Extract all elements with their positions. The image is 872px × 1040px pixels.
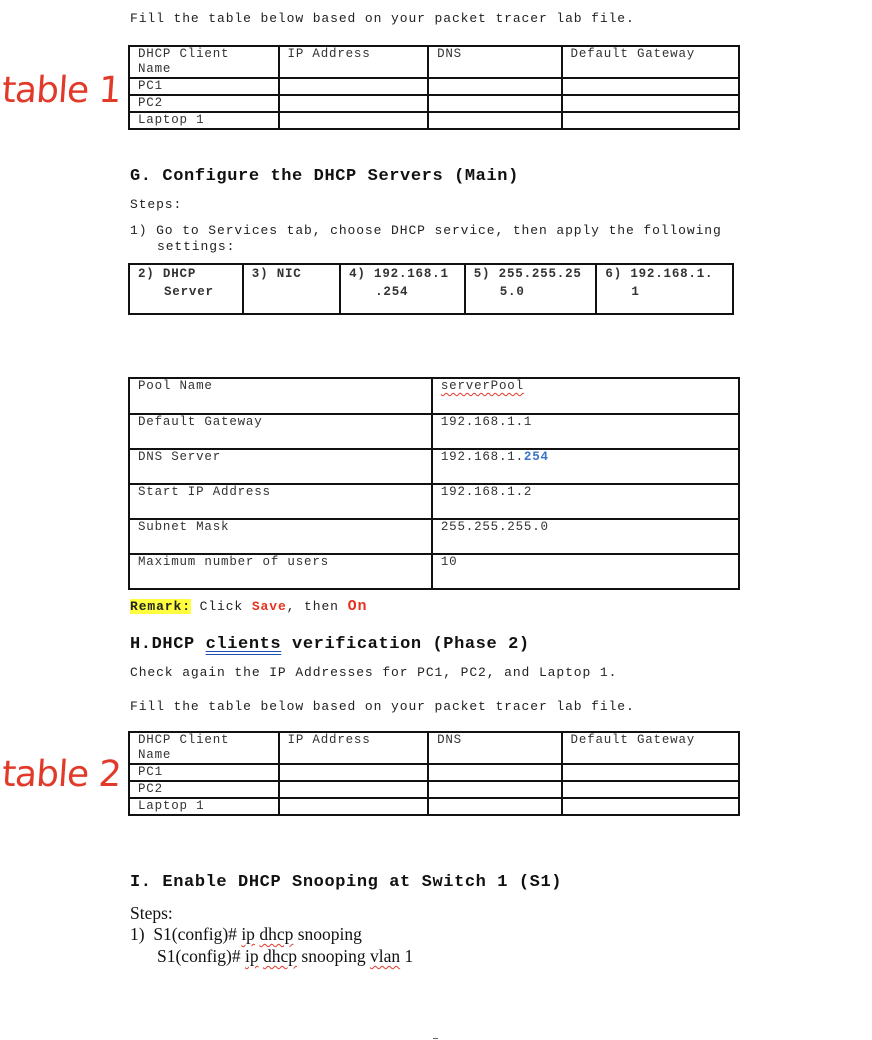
- dns-cell[interactable]: [428, 781, 561, 798]
- remark: [130, 598, 367, 615]
- dns-cell[interactable]: [428, 112, 561, 129]
- section-g-heading: [130, 167, 519, 186]
- setting-value-cont: Server: [164, 285, 214, 299]
- ip-cell[interactable]: [279, 764, 429, 781]
- pool-value: 255.255.255.0: [432, 519, 739, 554]
- setting-cell: [129, 264, 243, 314]
- pool-value: 10: [432, 554, 739, 589]
- ip-cell[interactable]: [279, 781, 429, 798]
- setting-value-cont: 5.0: [499, 285, 525, 299]
- pool-label: Start IP Address: [129, 484, 432, 519]
- gateway-cell[interactable]: [562, 112, 739, 129]
- ip-cell[interactable]: [279, 112, 429, 129]
- dns-value-prefix: 192.168.1.: [440, 450, 524, 464]
- section-h-heading: [130, 635, 530, 654]
- cmd-word: dhcp: [259, 924, 294, 944]
- setting-value: NIC: [276, 267, 302, 281]
- steps-label-i: Steps:: [130, 903, 173, 923]
- setting-number: 5): [473, 267, 491, 281]
- gateway-cell[interactable]: [562, 764, 739, 781]
- setting-number: 4): [349, 267, 366, 281]
- client-name-cell: PC2: [129, 95, 279, 112]
- table-row: [129, 798, 739, 815]
- annotation-table-2: table 2: [0, 754, 122, 795]
- header-ip-address: IP Address: [279, 732, 429, 764]
- client-name-cell: PC1: [129, 764, 279, 781]
- header-dns: DNS: [428, 46, 561, 78]
- pool-label: Pool Name: [129, 378, 432, 414]
- pool-label: Subnet Mask: [129, 519, 432, 554]
- table-row: [129, 764, 739, 781]
- section-i-letter: I.: [130, 873, 152, 892]
- save-word: Save: [251, 599, 287, 614]
- cmd-word: ip: [244, 946, 259, 966]
- remark-text: Click: [190, 599, 252, 614]
- header-client-name: DHCP Client Name: [129, 46, 279, 78]
- section-h-title-pre: DHCP: [151, 635, 206, 654]
- client-name-cell: Laptop 1: [129, 798, 279, 815]
- remark-text: , then: [286, 599, 348, 614]
- client-name-cell: PC1: [129, 78, 279, 95]
- setting-number: 2): [138, 267, 155, 281]
- section-g-title: Configure the DHCP Servers (Main): [162, 167, 519, 186]
- setting-value: 255.255.25: [498, 267, 582, 281]
- section-h-title-underlined: clients: [205, 635, 282, 654]
- section-i-heading: [130, 873, 562, 892]
- steps-label: Steps:: [130, 197, 183, 212]
- client-table-1: [128, 45, 740, 130]
- gateway-cell[interactable]: [562, 95, 739, 112]
- cmd-text: snooping: [297, 946, 370, 966]
- cmd-text: 1: [400, 946, 414, 966]
- dns-value-bold: 254: [523, 450, 549, 464]
- check-text: Check again the IP Addresses for PC1, PC2, and Laptop 1.: [130, 665, 618, 680]
- annotation-table-1: table 1: [0, 70, 122, 111]
- cmd-text: S1(config)#: [157, 946, 245, 966]
- dns-cell[interactable]: [428, 78, 561, 95]
- table-row: [129, 554, 739, 589]
- gateway-cell[interactable]: [562, 781, 739, 798]
- setting-cell: [465, 264, 597, 314]
- pool-name-value: serverPool: [440, 379, 524, 393]
- header-client-name: DHCP Client Name: [129, 732, 279, 764]
- page-mark: [433, 1038, 438, 1039]
- setting-value-cont: 1: [631, 285, 640, 299]
- section-g-letter: G.: [130, 167, 152, 186]
- header-default-gateway: Default Gateway: [562, 732, 739, 764]
- dns-cell[interactable]: [428, 798, 561, 815]
- pool-label: Maximum number of users: [129, 554, 432, 589]
- cmd-word: vlan: [369, 946, 401, 966]
- cmd-word: ip: [241, 924, 255, 944]
- header-default-gateway: Default Gateway: [562, 46, 739, 78]
- header-ip-address: IP Address: [279, 46, 429, 78]
- setting-cell: [340, 264, 465, 314]
- step-1-line-1: 1) Go to Services tab, choose DHCP service, then apply the following: [130, 223, 722, 238]
- ip-cell[interactable]: [279, 798, 429, 815]
- pool-value: [432, 378, 739, 414]
- client-name-cell: PC2: [129, 781, 279, 798]
- fill-text: Fill the table below based on your packet tracer lab file.: [130, 699, 635, 714]
- pool-label: Default Gateway: [129, 414, 432, 449]
- dns-cell[interactable]: [428, 764, 561, 781]
- table-row: [129, 414, 739, 449]
- setting-cell: [243, 264, 340, 314]
- settings-table: [128, 263, 734, 315]
- setting-value-cont: .254: [375, 285, 409, 299]
- cmd-text: snooping: [293, 924, 362, 944]
- header-dns: DNS: [428, 732, 561, 764]
- table-row: [129, 484, 739, 519]
- setting-number: 3): [251, 267, 269, 281]
- ip-cell[interactable]: [279, 78, 429, 95]
- table-row: [129, 449, 739, 484]
- cmd-text: 1) S1(config)#: [130, 924, 242, 944]
- pool-value: 192.168.1.1: [432, 414, 739, 449]
- gateway-cell[interactable]: [562, 78, 739, 95]
- pool-value: 192.168.1.2: [432, 484, 739, 519]
- ip-cell[interactable]: [279, 95, 429, 112]
- table-row: [129, 781, 739, 798]
- table-row: [129, 112, 739, 129]
- setting-number: 6): [605, 267, 622, 281]
- client-table-2: [128, 731, 740, 816]
- table-row: [129, 95, 739, 112]
- command-line-1: [130, 924, 362, 945]
- gateway-cell[interactable]: [562, 798, 739, 815]
- setting-cell: [596, 264, 733, 314]
- pool-table: [128, 377, 740, 590]
- table-row: [129, 378, 739, 414]
- dns-cell[interactable]: [428, 95, 561, 112]
- step-1-line-2: settings:: [157, 239, 236, 254]
- setting-value: DHCP: [162, 267, 197, 281]
- pool-value: [432, 449, 739, 484]
- remark-label: Remark:: [130, 599, 191, 614]
- intro-text: Fill the table below based on your packet tracer lab file.: [130, 11, 635, 26]
- pool-label: DNS Server: [129, 449, 432, 484]
- table-row: [129, 78, 739, 95]
- setting-value: 192.168.1: [374, 267, 449, 281]
- section-h-title-post: verification (Phase 2): [281, 635, 530, 654]
- on-word: On: [347, 598, 368, 615]
- section-h-letter: H.: [130, 635, 152, 654]
- setting-value: 192.168.1.: [630, 267, 714, 281]
- table-row: [129, 519, 739, 554]
- section-i-title: Enable DHCP Snooping at Switch 1 (S1): [162, 873, 563, 892]
- command-line-2: [157, 946, 413, 967]
- cmd-word: dhcp: [262, 946, 298, 966]
- client-name-cell: Laptop 1: [129, 112, 279, 129]
